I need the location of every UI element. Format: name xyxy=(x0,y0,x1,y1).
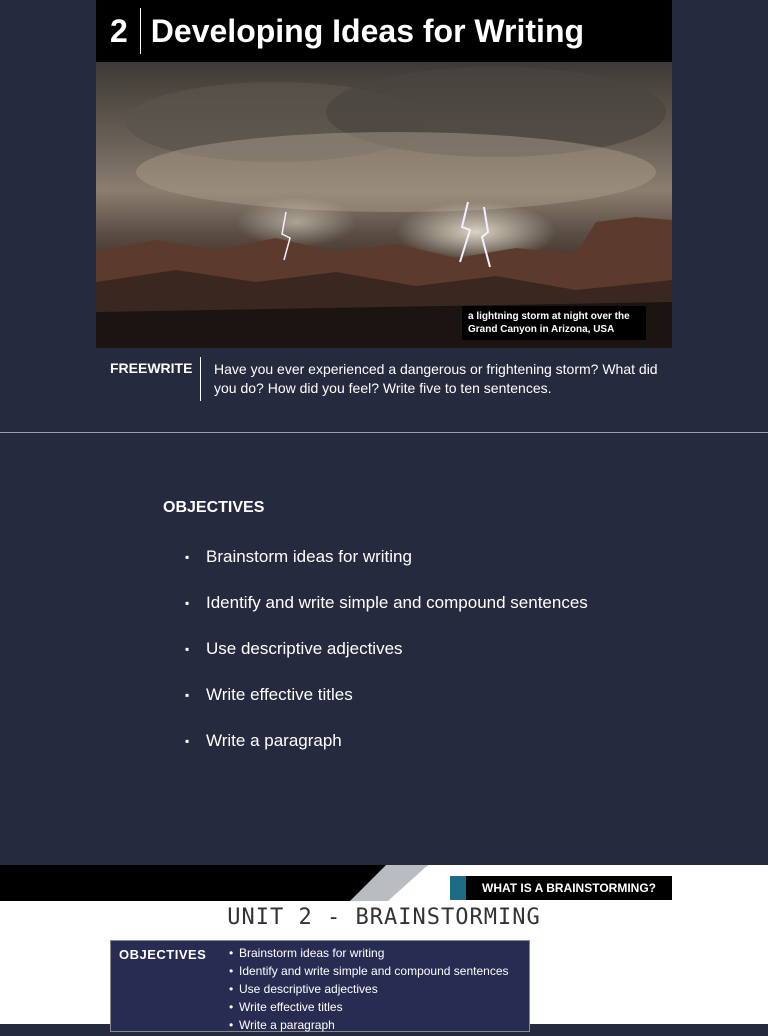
bullet: ▪ xyxy=(185,596,190,610)
objective-text: Use descriptive adjectives xyxy=(206,639,403,658)
card-item-text: Write effective titles xyxy=(239,1000,343,1014)
slide-unit-title xyxy=(0,0,768,432)
card-item-text: Write a paragraph xyxy=(239,1018,335,1032)
list-item xyxy=(185,685,588,731)
slide-brainstorming xyxy=(0,865,768,1032)
freewrite-prompt: Have you ever experienced a dangerous or frightening storm? What did you do? How did you feel? Write five to ten sentences. xyxy=(214,361,658,396)
title-bar xyxy=(96,0,672,62)
list-item xyxy=(229,982,509,1000)
unit-heading: UNIT 2 - BRAINSTORMING xyxy=(227,905,541,930)
list-item xyxy=(185,639,588,685)
accent-square xyxy=(450,876,466,900)
freewrite-label: FREEWRITE xyxy=(110,360,193,376)
objective-text: Brainstorm ideas for writing xyxy=(206,547,412,566)
bullet: ▪ xyxy=(185,688,190,702)
objective-text: Write effective titles xyxy=(206,685,353,704)
objectives-heading: OBJECTIVES xyxy=(163,499,265,516)
bullet: • xyxy=(229,964,234,978)
list-item xyxy=(229,1000,509,1018)
list-item xyxy=(185,547,588,593)
objective-text: Identify and write simple and compound sentences xyxy=(206,593,588,612)
storm-photo xyxy=(96,62,672,348)
page-title: Developing Ideas for Writing xyxy=(150,12,585,49)
section-header-box: WHAT IS A BRAINSTORMING? xyxy=(466,876,672,900)
list-item xyxy=(185,593,588,639)
photo-caption: a lightning storm at night over the Grand Canyon in Arizona, USA xyxy=(462,306,646,340)
objectives-card xyxy=(110,940,530,1032)
title-divider xyxy=(140,8,141,54)
card-item-text: Use descriptive adjectives xyxy=(239,982,378,996)
card-item-text: Brainstorm ideas for writing xyxy=(239,946,385,960)
bullet: ▪ xyxy=(185,550,190,564)
bullet: • xyxy=(229,946,234,960)
bullet: • xyxy=(229,982,234,996)
slide-objectives xyxy=(0,433,768,865)
bullet: ▪ xyxy=(185,642,190,656)
list-item xyxy=(185,731,588,777)
unit-number: 2 xyxy=(110,12,128,49)
list-item xyxy=(229,1018,509,1036)
objectives-list xyxy=(185,547,588,777)
objective-text: Write a paragraph xyxy=(206,731,342,750)
freewrite-divider xyxy=(200,357,201,401)
card-item-text: Identify and write simple and compound sentences xyxy=(239,964,509,978)
list-item xyxy=(229,946,509,964)
card-label: OBJECTIVES xyxy=(119,947,207,962)
list-item xyxy=(229,964,509,982)
card-objectives-list xyxy=(229,946,509,1036)
bullet: ▪ xyxy=(185,734,190,748)
bullet: • xyxy=(229,1018,234,1032)
bullet: • xyxy=(229,1000,234,1014)
